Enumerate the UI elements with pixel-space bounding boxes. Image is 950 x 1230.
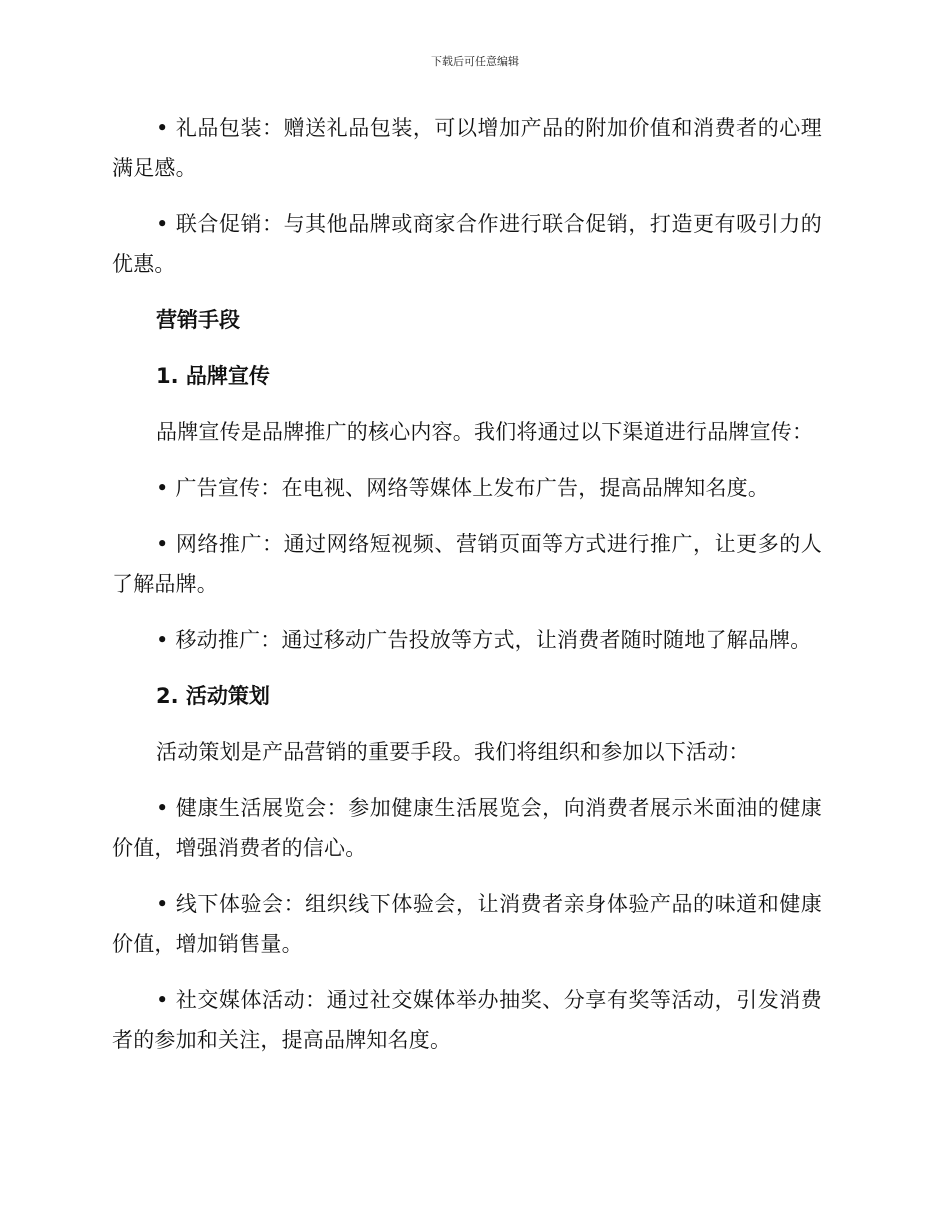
bullet-social-media-activity: • 社交媒体活动：通过社交媒体举办抽奖、分享有奖等活动，引发消费者的参加和关注，提高品牌知名度。 <box>112 988 822 1052</box>
page-header: 下载后可任意编辑 <box>431 55 519 68</box>
bullet-joint-promotion: • 联合促销：与其他品牌或商家合作进行联合促销，打造更有吸引力的优惠。 <box>112 212 822 276</box>
document-body <box>112 108 822 1076</box>
bullet-health-expo: • 健康生活展览会：参加健康生活展览会，向消费者展示米面油的健康价值，增强消费者的信心。 <box>112 796 822 860</box>
subheading-event-planning: 2. 活动策划 <box>156 684 270 708</box>
bullet-mobile-promotion: • 移动推广：通过移动广告投放等方式，让消费者随时随地了解品牌。 <box>156 628 812 652</box>
bullet-gift-packaging: • 礼品包装：赠送礼品包装，可以增加产品的附加价值和消费者的心理满足感。 <box>112 116 822 180</box>
bullet-offline-experience: • 线下体验会：组织线下体验会，让消费者亲身体验产品的味道和健康价值，增加销售量。 <box>112 892 822 956</box>
paragraph-event-planning-intro: 活动策划是产品营销的重要手段。我们将组织和参加以下活动： <box>156 740 750 764</box>
section-heading-marketing-means: 营销手段 <box>156 308 240 332</box>
paragraph-brand-promotion-intro: 品牌宣传是品牌推广的核心内容。我们将通过以下渠道进行品牌宣传： <box>156 420 814 444</box>
bullet-online-promotion: • 网络推广：通过网络短视频、营销页面等方式进行推广，让更多的人了解品牌。 <box>112 532 822 596</box>
subheading-brand-promotion: 1. 品牌宣传 <box>156 364 270 388</box>
bullet-advertising: • 广告宣传：在电视、网络等媒体上发布广告，提高品牌知名度。 <box>156 476 770 500</box>
